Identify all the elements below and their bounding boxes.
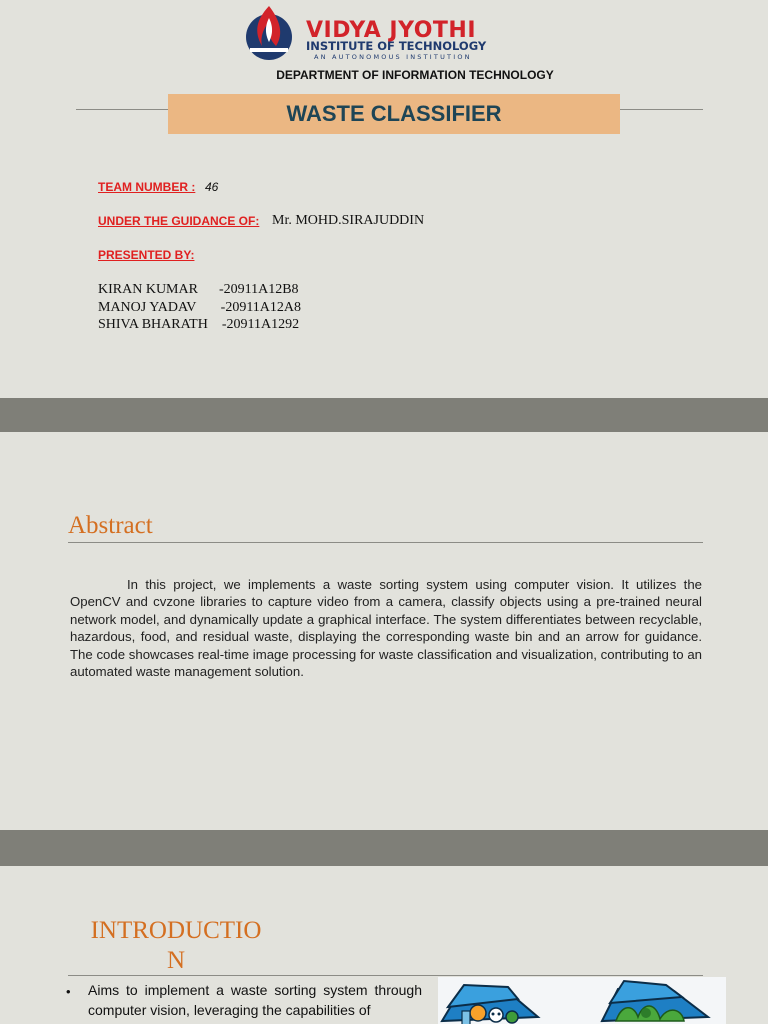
team-members-list [98,281,301,334]
project-title: WASTE CLASSIFIER [286,101,502,126]
team-member: MANOJ YADAV -20911A12A8 [98,299,302,315]
department-name: DEPARTMENT OF INFORMATION TECHNOLOGY [276,68,554,82]
flame-emblem-icon [236,4,302,62]
abstract-rule [68,542,703,543]
title-slide [0,0,768,398]
title-rule-right [618,109,703,110]
abstract-body [70,576,702,680]
abstract-slide [0,432,768,830]
team-number-value: 46 [205,180,219,194]
abstract-text: In this project, we implements a waste sorting system using computer vision. It utilizes the OpenCV and cvzone libraries to capture video from a camera, classify objects using a pre-trained neural network model, and dynamically update a graphical interface. The system differentiates between recyclable, hazardous, food, and residual waste, displaying the corresponding waste bin and an arrow for guidance. The code showcases real-time image processing for waste classification and visualization, contributing to an automated waste management solution. [70,577,702,680]
introduction-heading-line1: INTRODUCTIO [90,917,262,944]
abstract-heading: Abstract [68,512,153,539]
guide-name: Mr. MOHD.SIRAJUDDIN [272,213,425,228]
team-member: KIRAN KUMAR -20911A12B8 [98,282,299,297]
bullet-dot-icon: • [66,984,71,999]
logo-subtitle: AN AUTONOMOUS INSTITUTION [314,53,472,61]
title-banner [168,94,620,134]
institute-logo [236,4,546,62]
waste-bins-illustration [438,977,726,1024]
logo-institute: INSTITUTE OF TECHNOLOGY [306,39,487,53]
presented-by-label: PRESENTED BY: [98,248,195,262]
team-member: SHIVA BHARATH -20911A1292 [98,317,300,332]
introduction-heading-line2: N [166,947,186,974]
title-rule-left [76,109,170,110]
introduction-rule [68,975,703,976]
team-number-label: TEAM NUMBER : [98,180,196,194]
introduction-bullet: Aims to implement a waste sorting system through computer vision, leveraging the capabilities of [88,982,422,1018]
logo-name: VIDYA JYOTHI [306,18,477,43]
introduction-heading [78,916,274,976]
introduction-slide [0,866,768,1024]
waste-bins-icon [438,977,726,1024]
guidance-label: UNDER THE GUIDANCE OF: [98,214,260,228]
